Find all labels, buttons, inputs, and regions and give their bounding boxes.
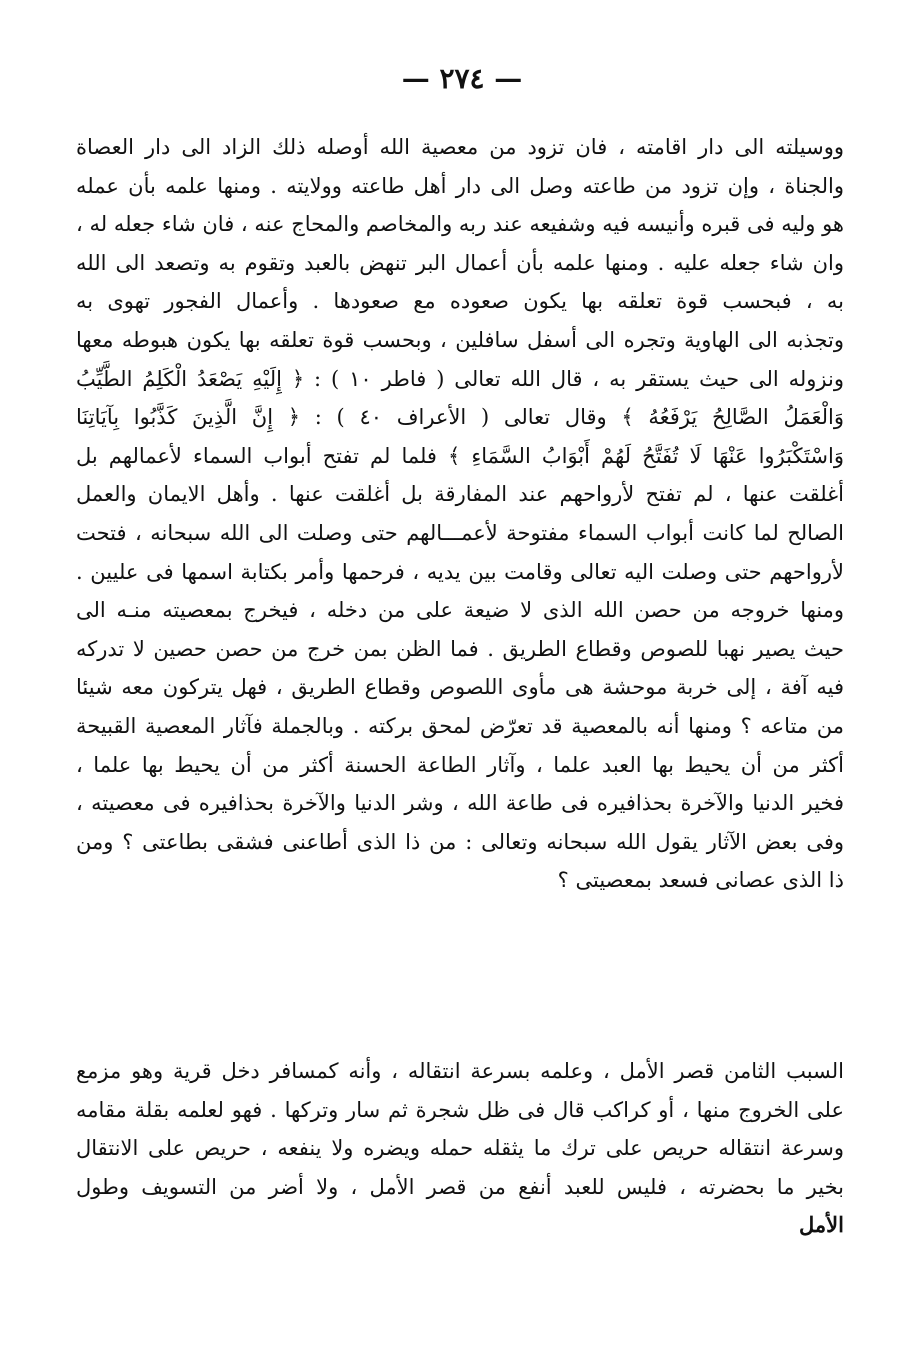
text-line: ذا الذى عصانى فسعد بمعصيتى ؟ [557,868,844,893]
text-line: وسرعة انتقاله حريص على ترك ما يثقله حمله ويضره ولا ينفعه ، حريص على الانتقال [76,1136,844,1161]
text-line: الصالح لما كانت أبواب السماء مفتوحة لأعمـــالهم حتى وصلت الى الله سبحانه ، فتحت [76,520,844,545]
text-line: فيه آفة ، إلى خربة موحشة هى مأوى اللصوص وقطاع الطريق ، فهل يتركون معه شيئا [76,675,844,700]
text-line: لأرواحهم حتى وصلت اليه تعالى وقامت بين يديه ، فرحمها وأمر بكتابة اسمها فى عليين . [76,559,844,584]
text-line: ووسيلته الى دار اقامته ، فان تزود من معصية الله أوصله ذلك الزاد الى دار العصاة [76,135,844,159]
text-line: من متاعه ؟ ومنها أنه بالمعصية قد تعرّض لمحق بركته . وبالجملة فآثار المعصية القبيحة [76,713,844,738]
page-number: — ٢٧٤ — [401,62,523,95]
text-line: على الخروج منها ، أو كراكب قال فى ظل شجرة ثم سار وتركها . فهو لعلمه بقلة مقامه [76,1097,844,1122]
text-line: هو وليه فى قبره وأنيسه فيه وشفيعه عند ربه والمخاصم والمحاج عنه ، فان شاء جعله له ، [76,212,844,237]
text-line: به ، فبحسب قوة تعلقه بها يكون صعوده مع صعودها . وأعمال الفجور تهوى به [76,289,844,314]
text-line: وان شاء جعله عليه . ومنها علمه بأن أعمال البر تنهض بالعبد وتقوم به وتصعد الى الله [76,250,844,275]
text-line: أكثر من أن يحيط بها العبد علما ، وآثار الطاعة الحسنة أكثر من أن يحيط بها علما ، [76,752,844,777]
text-line: ومنها خروجه من حصن الله الذى لا ضيعة على من دخله ، فيخرج بمعصيته منـه الى [76,598,844,623]
text-line: السبب الثامن قصر الأمل ، وعلمه بسرعة انتقاله ، وأنه كمسافر دخل قرية وهو مزمع [76,1059,844,1083]
text-line: وتجذبه الى الهاوية وتجره الى أسفل سافلين ، وبحسب قوة تعلقه بها يكون هبوطه معها [76,327,844,352]
text-line: وَالْعَمَلُ الصَّالِحُ يَرْفَعُهُ ﴾ وقال تعالى ( الأعراف ٤٠ ) : ﴿ إِنَّ الَّذِينَ كَذَّبُوا بِآيَاتِنَا [76,405,844,430]
text-line: فخير الدنيا والآخرة بحذافيره فى طاعة الله ، وشر الدنيا والآخرة بحذافيره فى معصيته ، [76,791,844,816]
text-line: حيث يصير نهبا للصوص وقطاع الطريق . فما الظن بمن خرج من حصن حصين لا تدركه [76,636,844,661]
text-line: الأمل [799,1212,844,1238]
text-line: ونزوله الى حيث يستقر به ، قال الله تعالى ( فاطر ١٠ ) : ﴿ إِلَيْهِ يَصْعَدُ الْكَلِمُ الطَّيِّبُ [76,366,844,391]
text-line: أغلقت عنها ، لم تفتح لأرواحهم عند المفارقة بل أغلقت عنها . وأهل الايمان والعمل [76,482,844,507]
text-line: وفى بعض الآثار يقول الله سبحانه وتعالى : من ذا الذى أطاعنى فشقى بطاعتى ؟ ومن [76,829,844,854]
paragraph-1 [76,128,844,900]
text-line: والجناة ، وإن تزود من طاعته وصل الى دار أهل طاعته وولايته . ومنها علمه بأن عمله [76,173,844,198]
text-line: بخير ما بحضرته ، فليس للعبد أنفع من قصر الأمل ، ولا أضر من التسويف وطول [76,1174,844,1199]
text-line: وَاسْتَكْبَرُوا عَنْهَا لَا تُفَتَّحُ لَهُمْ أَبْوَابُ السَّمَاءِ ﴾ فلما لم تفتح أبواب السماء لأعمالهم بل [76,443,844,468]
paragraph-2 [76,1052,844,1245]
